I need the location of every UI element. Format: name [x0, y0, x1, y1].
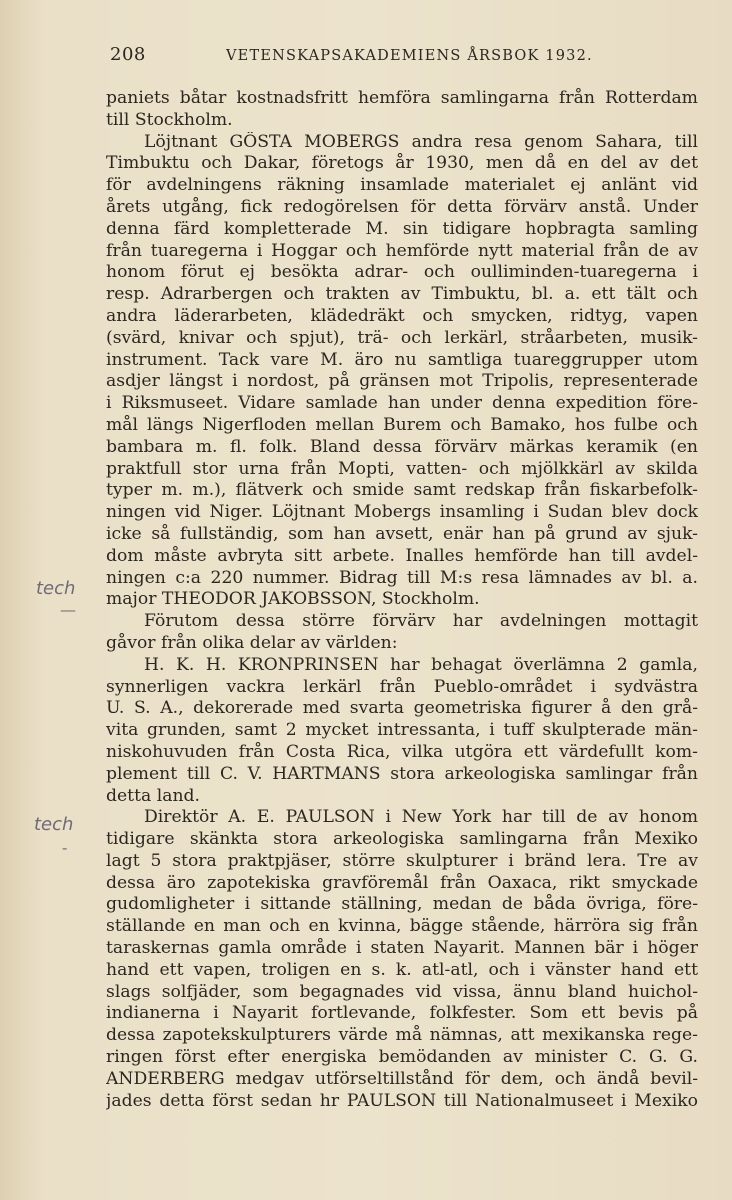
text-line: praktfull stor urna från Mopti, vatten- och mjölkkärl av skilda	[106, 458, 698, 479]
text-line: dom måste avbryta sitt arbete. Inalles hemförde han till avdel-	[106, 545, 698, 566]
text-line: gåvor från olika delar av världen:	[106, 632, 398, 653]
text-line: honom förut ej besökta adrar- och oulliminden-tuaregerna i	[106, 262, 698, 283]
text-line: Timbuktu och Dakar, företogs år 1930, men då en del av det	[106, 153, 698, 174]
text-line: taraskernas gamla område i staten Nayarit. Mannen bär i höger	[106, 938, 698, 959]
text-line: ställande en man och en kvinna, bägge stående, härröra sig från	[106, 916, 698, 937]
text-line: från tuaregerna i Hoggar och hemförde nytt material från de av	[106, 240, 698, 261]
text-line: resp. Adrarbergen och trakten av Timbuktu, bl. a. ett tält och	[106, 284, 698, 305]
text-line: Löjtnant GÖSTA MOBERGS andra resa genom Sahara, till	[144, 131, 698, 152]
text-line: dessa äro zapotekiska gravföremål från Oaxaca, rikt smyckade	[106, 872, 698, 893]
text-line: hand ett vapen, troligen en s. k. atl-atl, och i vänster hand ett	[106, 959, 698, 980]
text-line: bambara m. fl. folk. Bland dessa förvärv märkas keramik (en	[106, 436, 698, 457]
text-line: instrument. Tack vare M. äro nu samtliga tuareggrupper utom	[106, 349, 698, 370]
text-line: lagt 5 stora praktpjäser, större skulpturer i bränd lera. Tre av	[106, 850, 698, 871]
text-line: andra läderarbeten, klädedräkt och smycken, ridtyg, vapen	[106, 305, 698, 326]
text-line: årets utgång, fick redogörelsen för detta förvärv anstå. Under	[106, 196, 698, 217]
page-number: 208	[110, 44, 146, 65]
text-line: för avdelningens räkning insamlade materialet ej anlänt vid	[106, 175, 698, 196]
text-line: paniets båtar kostnadsfritt hemföra samlingarna från Rotterdam	[106, 88, 698, 108]
text-line: (svärd, knivar och spjut), trä- och lerkärl, stråarbeten, musik-	[106, 327, 698, 348]
text-line: H. K. H. KRONPRINSEN har behagat överlämna 2 gamla,	[144, 654, 698, 675]
margin-note: tech	[34, 814, 74, 835]
margin-mark: —	[60, 600, 76, 619]
text-line: ringen först efter energiska bemödanden av minister C. G. G.	[106, 1047, 698, 1068]
text-line: till Stockholm.	[106, 109, 233, 130]
running-title: VETENSKAPSAKADEMIENS ÅRSBOK 1932.	[226, 48, 593, 64]
margin-note: tech	[36, 578, 76, 599]
text-line: detta land.	[106, 785, 200, 806]
text-line: typer m. m.), flätverk och smide samt redskap från fiskarbefolk-	[106, 480, 698, 501]
text-line: asdjer längst i nordost, på gränsen mot Tripolis, representerade	[106, 371, 698, 392]
text-line: ningen vid Niger. Löjtnant Mobergs insamling i Sudan blev dock	[106, 502, 698, 523]
text-line: i Riksmuseet. Vidare samlade han under denna expedition före-	[106, 393, 698, 414]
text-line: denna färd kompletterade M. sin tidigare hopbragta samling	[106, 218, 698, 239]
text-line: slags solfjäder, som begagnades vid vissa, ännu bland huichol-	[106, 981, 698, 1002]
text-line: dessa zapotekskulpturers värde må nämnas, att mexikanska rege-	[106, 1025, 698, 1046]
text-line: Direktör A. E. PAULSON i New York har till de av honom	[144, 807, 698, 828]
text-line: tidigare skänkta stora arkeologiska samlingarna från Mexiko	[106, 829, 698, 850]
text-line: Förutom dessa större förvärv har avdelningen mottagit	[144, 611, 698, 632]
text-line: ANDERBERG medgav utförseltillstånd för dem, och ändå bevil-	[106, 1068, 698, 1089]
text-line: plement till C. V. HARTMANS stora arkeologiska samlingar från	[106, 763, 698, 784]
text-line: ningen c:a 220 nummer. Bidrag till M:s resa lämnades av bl. a.	[106, 567, 698, 588]
text-line: major THEODOR JAKOBSSON, Stockholm.	[106, 589, 480, 610]
text-line: U. S. A., dekorerade med svarta geometriska figurer å den grå-	[106, 698, 698, 719]
text-line: indianerna i Nayarit fortlevande, folkfester. Som ett bevis på	[106, 1003, 698, 1024]
page-header	[110, 42, 700, 72]
text-line: mål längs Nigerfloden mellan Burem och Bamako, hos fulbe och	[106, 414, 698, 435]
text-line: icke så fullständig, som han avsett, enär han på grund av sjuk-	[106, 523, 698, 544]
text-line: niskohuvuden från Costa Rica, vilka utgöra ett värdefullt kom-	[106, 741, 698, 762]
body-text	[106, 88, 698, 1112]
text-line: jades detta först sedan hr PAULSON till Nationalmuseet i Mexiko	[106, 1090, 698, 1111]
text-line: synnerligen vackra lerkärl från Pueblo-området i sydvästra	[106, 676, 698, 697]
margin-mark: -	[62, 838, 68, 857]
text-line: gudomligheter i sittande ställning, medan de båda övriga, före-	[106, 894, 698, 915]
text-line: vita grunden, samt 2 mycket intressanta, i tuff skulpterade män-	[106, 720, 698, 741]
